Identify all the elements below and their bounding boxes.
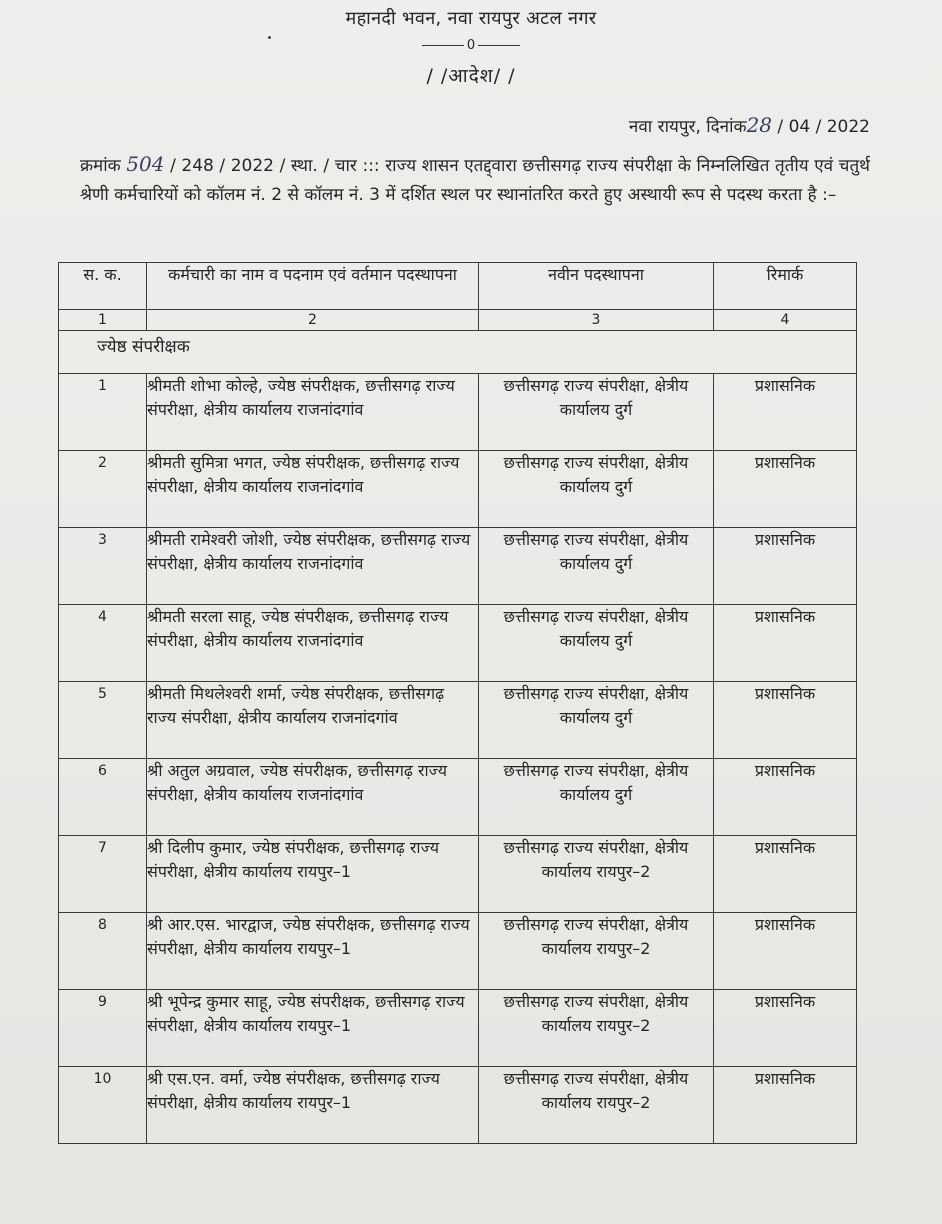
serial-cell: 10 — [59, 1067, 147, 1144]
order-date — [629, 113, 870, 137]
table-row — [59, 451, 857, 528]
header-serial: स. क. — [59, 263, 147, 310]
serial-cell: 6 — [59, 759, 147, 836]
office-address: महानदी भवन, नवा रायपुर अटल नगर — [345, 8, 597, 29]
employee-cell: श्रीमती शोभा कोल्हे, ज्येष्ठ संपरीक्षक, छत्तीसगढ़ राज्य संपरीक्षा, क्षेत्रीय कार्यालय राजनांदगांव — [147, 374, 479, 451]
posting-cell: छत्तीसगढ़ राज्य संपरीक्षा, क्षेत्रीय कार्यालय रायपुर–2 — [479, 836, 714, 913]
column-number-row — [59, 310, 857, 331]
section-cell — [59, 331, 857, 374]
remark-cell: प्रशासनिक — [714, 759, 857, 836]
table-header-row — [59, 263, 857, 310]
employee-cell: श्रीमती सुमित्रा भगत, ज्येष्ठ संपरीक्षक, छत्तीसगढ़ राज्य संपरीक्षा, क्षेत्रीय कार्यालय राजनांदगांव — [147, 451, 479, 528]
serial-cell: 4 — [59, 605, 147, 682]
serial-cell: 5 — [59, 682, 147, 759]
header-new-posting: नवीन पदस्थापना — [479, 263, 714, 310]
serial-cell: 8 — [59, 913, 147, 990]
remark-cell: प्रशासनिक — [714, 528, 857, 605]
order-paragraph — [80, 150, 870, 210]
remark-cell: प्रशासनिक — [714, 990, 857, 1067]
table-row — [59, 759, 857, 836]
remark-cell: प्रशासनिक — [714, 682, 857, 759]
table-row — [59, 990, 857, 1067]
remark-cell: प्रशासनिक — [714, 605, 857, 682]
posting-cell: छत्तीसगढ़ राज्य संपरीक्षा, क्षेत्रीय कार्यालय रायपुर–2 — [479, 1067, 714, 1144]
column-number: 4 — [714, 310, 857, 331]
order-number-prefix: क्रमांक — [80, 156, 121, 176]
posting-cell: छत्तीसगढ़ राज्य संपरीक्षा, क्षेत्रीय कार्यालय दुर्ग — [479, 682, 714, 759]
posting-cell: छत्तीसगढ़ राज्य संपरीक्षा, क्षेत्रीय कार्यालय दुर्ग — [479, 759, 714, 836]
order-title: / /आदेश/ / — [426, 65, 516, 87]
posting-cell: छत्तीसगढ़ राज्य संपरीक्षा, क्षेत्रीय कार्यालय रायपुर–2 — [479, 913, 714, 990]
header-employee: कर्मचारी का नाम व पदनाम एवं वर्तमान पदस्थापना — [147, 263, 479, 310]
employee-cell: श्री दिलीप कुमार, ज्येष्ठ संपरीक्षक, छत्तीसगढ़ राज्य संपरीक्षा, क्षेत्रीय कार्यालय रायपुर–1 — [147, 836, 479, 913]
employee-cell: श्रीमती मिथलेश्वरी शर्मा, ज्येष्ठ संपरीक्षक, छत्तीसगढ़ राज्य संपरीक्षा, क्षेत्रीय कार्यालय राजनांदगांव — [147, 682, 479, 759]
serial-cell: 9 — [59, 990, 147, 1067]
header-remark: रिमार्क — [714, 263, 857, 310]
section-row — [59, 331, 857, 374]
date-day-handwritten: 28 — [746, 113, 773, 137]
posting-cell: छत्तीसगढ़ राज्य संपरीक्षा, क्षेत्रीय कार्यालय दुर्ग — [479, 528, 714, 605]
employee-cell: श्री भूपेन्द्र कुमार साहू, ज्येष्ठ संपरीक्षक, छत्तीसगढ़ राज्य संपरीक्षा, क्षेत्रीय कार्यालय रायपुर–1 — [147, 990, 479, 1067]
table-row — [59, 836, 857, 913]
remark-cell: प्रशासनिक — [714, 913, 857, 990]
table-row — [59, 682, 857, 759]
column-number: 1 — [59, 310, 147, 331]
serial-cell: 3 — [59, 528, 147, 605]
date-prefix: नवा रायपुर, दिनांक — [628, 117, 747, 137]
remark-cell: प्रशासनिक — [714, 836, 857, 913]
table-row — [59, 1067, 857, 1144]
divider-line-right — [478, 45, 520, 46]
remark-cell: प्रशासनिक — [714, 1067, 857, 1144]
serial-cell: 1 — [59, 374, 147, 451]
header-divider — [0, 39, 942, 53]
posting-cell: छत्तीसगढ़ राज्य संपरीक्षा, क्षेत्रीय कार्यालय दुर्ग — [479, 605, 714, 682]
section-label: ज्येष्ठ संपरीक्षक — [97, 337, 190, 357]
divider-line-left — [422, 45, 464, 46]
transfer-table — [58, 262, 857, 1144]
remark-cell: प्रशासनिक — [714, 374, 857, 451]
remark-cell: प्रशासनिक — [714, 451, 857, 528]
employee-cell: श्री अतुल अग्रवाल, ज्येष्ठ संपरीक्षक, छत्तीसगढ़ राज्य संपरीक्षा, क्षेत्रीय कार्यालय राजनांदगांव — [147, 759, 479, 836]
order-text: / 248 / 2022 / स्था. / चार ::: राज्य शासन एतद्द्वारा छत्तीसगढ़ राज्य संपरीक्षा के निम्नलिखित तृतीय एवं चतुर्थ श्रेणी कर्मचारियों को कॉलम नं. 2 से कॉलम नं. 3 में दर्शित स्थल पर स्थानांतरित करते हुए अस्थायी रूप से पदस्थ करता है :– — [80, 156, 871, 205]
serial-cell: 2 — [59, 451, 147, 528]
table-row — [59, 374, 857, 451]
order-number-handwritten: 504 — [126, 152, 165, 176]
column-number: 2 — [147, 310, 479, 331]
posting-cell: छत्तीसगढ़ राज्य संपरीक्षा, क्षेत्रीय कार्यालय दुर्ग — [479, 451, 714, 528]
posting-cell: छत्तीसगढ़ राज्य संपरीक्षा, क्षेत्रीय कार्यालय रायपुर–2 — [479, 990, 714, 1067]
date-rest: / 04 / 2022 — [772, 117, 870, 137]
column-number: 3 — [479, 310, 714, 331]
employee-cell: श्रीमती सरला साहू, ज्येष्ठ संपरीक्षक, छत्तीसगढ़ राज्य संपरीक्षा, क्षेत्रीय कार्यालय राजनांदगांव — [147, 605, 479, 682]
table-row — [59, 913, 857, 990]
table-row — [59, 605, 857, 682]
employee-cell: श्रीमती रामेश्वरी जोशी, ज्येष्ठ संपरीक्षक, छत्तीसगढ़ राज्य संपरीक्षा, क्षेत्रीय कार्यालय राजनांदगांव — [147, 528, 479, 605]
posting-cell: छत्तीसगढ़ राज्य संपरीक्षा, क्षेत्रीय कार्यालय दुर्ग — [479, 374, 714, 451]
employee-cell: श्री आर.एस. भारद्वाज, ज्येष्ठ संपरीक्षक, छत्तीसगढ़ राज्य संपरीक्षा, क्षेत्रीय कार्यालय रायपुर–1 — [147, 913, 479, 990]
divider-mark: 0 — [466, 38, 476, 53]
serial-cell: 7 — [59, 836, 147, 913]
employee-cell: श्री एस.एन. वर्मा, ज्येष्ठ संपरीक्षक, छत्तीसगढ़ राज्य संपरीक्षा, क्षेत्रीय कार्यालय रायपुर–1 — [147, 1067, 479, 1144]
table-row — [59, 528, 857, 605]
